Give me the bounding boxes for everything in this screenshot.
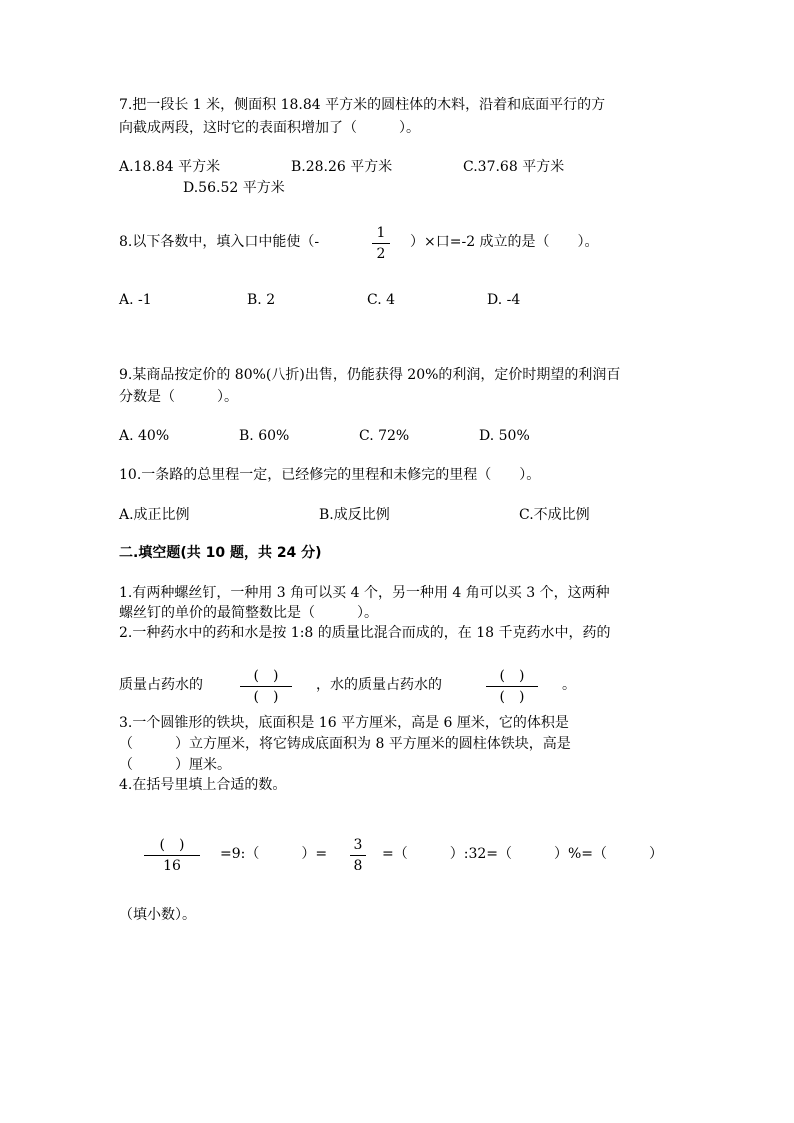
f1-line2: 螺丝钉的单价的最简整数比是（ ）。 <box>119 605 378 621</box>
q8-option-d: D. -4 <box>487 292 521 308</box>
q8-frac-num: 1 <box>376 225 386 241</box>
section-title: 二.填空题(共 10 题，共 24 分) <box>119 545 322 561</box>
f4-fraction-2 <box>350 836 366 875</box>
q10-option-b: B.成反比例 <box>319 507 390 523</box>
q9-line1: 9.某商品按定价的 80%(八折)出售，仍能获得 20%的利润，定价时期望的利润百 <box>119 367 621 383</box>
f4-frac1-den: 16 <box>163 858 181 874</box>
q8-option-b: B. 2 <box>247 292 276 308</box>
q8-frac-bar <box>372 243 390 244</box>
f2-line1: 2.一种药水中的药和水是按 1:8 的质量比混合而成的，在 18 千克药水中，药的 <box>119 625 611 641</box>
q9-line2: 分数是（ ）。 <box>119 389 238 405</box>
f4-fraction-1 <box>144 836 200 875</box>
f2-frac1-den: ( ) <box>253 689 279 705</box>
f2-frac1-num: ( ) <box>253 668 279 684</box>
q8-frac-den: 2 <box>376 246 386 262</box>
q10-line1: 10.一条路的总里程一定，已经修完的里程和未修完的里程（ ）。 <box>119 467 541 483</box>
f2-pre: 质量占药水的 <box>119 677 203 693</box>
f4-frac2-den: 8 <box>353 858 363 874</box>
q7-option-b: B.28.26 平方米 <box>291 159 393 175</box>
f1-line1: 1.有两种螺丝钉，一种用 3 角可以买 4 个，另一种用 4 角可以买 3 个，这两种 <box>119 585 610 601</box>
f4-note: （填小数）。 <box>119 907 196 923</box>
f2-frac1-bar <box>240 686 292 687</box>
q7-option-d: D.56.52 平方米 <box>183 180 285 196</box>
f2-fraction-2 <box>486 667 538 706</box>
f2-fraction-1 <box>240 667 292 706</box>
q9-option-b: B. 60% <box>239 428 290 444</box>
f3-line3: （ ）厘米。 <box>119 757 231 773</box>
q8-pre: 8.以下各数中，填入口中能使（- <box>119 234 320 250</box>
q8-post: ）×口=-2 成立的是（ ）。 <box>410 234 599 250</box>
f4-frac1-num: ( ) <box>159 837 185 853</box>
f4-part2: =（ ）:32=（ ）%=（ ） <box>382 846 664 862</box>
f3-line2: （ ）立方厘米，将它铸成底面积为 8 平方厘米的圆柱体铁块，高是 <box>119 736 571 752</box>
f4-frac1-bar <box>144 855 200 856</box>
f4-part1: =9:（ ）= <box>220 846 328 862</box>
q7-option-c: C.37.68 平方米 <box>463 159 565 175</box>
f2-frac2-num: ( ) <box>499 668 525 684</box>
f2-end: 。 <box>562 677 576 693</box>
q7-line1: 7.把一段长 1 米，侧面积 18.84 平方米的圆柱体的木料，沿着和底面平行的方 <box>119 97 606 113</box>
q9-option-a: A. 40% <box>119 428 170 444</box>
f4-frac2-bar <box>350 855 366 856</box>
q9-option-d: D. 50% <box>479 428 530 444</box>
q7-option-a: A.18.84 平方米 <box>119 159 221 175</box>
f2-frac2-den: ( ) <box>499 689 525 705</box>
q8-fraction <box>372 224 390 263</box>
q9-option-c: C. 72% <box>359 428 410 444</box>
q8-option-a: A. -1 <box>119 292 152 308</box>
f3-line1: 3.一个圆锥形的铁块，底面积是 16 平方厘米，高是 6 厘米，它的体积是 <box>119 715 569 731</box>
f4-line1: 4.在括号里填上合适的数。 <box>119 777 287 793</box>
f4-frac2-num: 3 <box>353 837 363 853</box>
f2-frac2-bar <box>486 686 538 687</box>
q8-option-c: C. 4 <box>367 292 396 308</box>
q10-option-c: C.不成比例 <box>519 507 590 523</box>
q10-option-a: A.成正比例 <box>119 507 190 523</box>
f2-mid: ，水的质量占药水的 <box>316 677 442 693</box>
q7-line2: 向截成两段，这时它的表面积增加了（ ）。 <box>119 120 420 136</box>
